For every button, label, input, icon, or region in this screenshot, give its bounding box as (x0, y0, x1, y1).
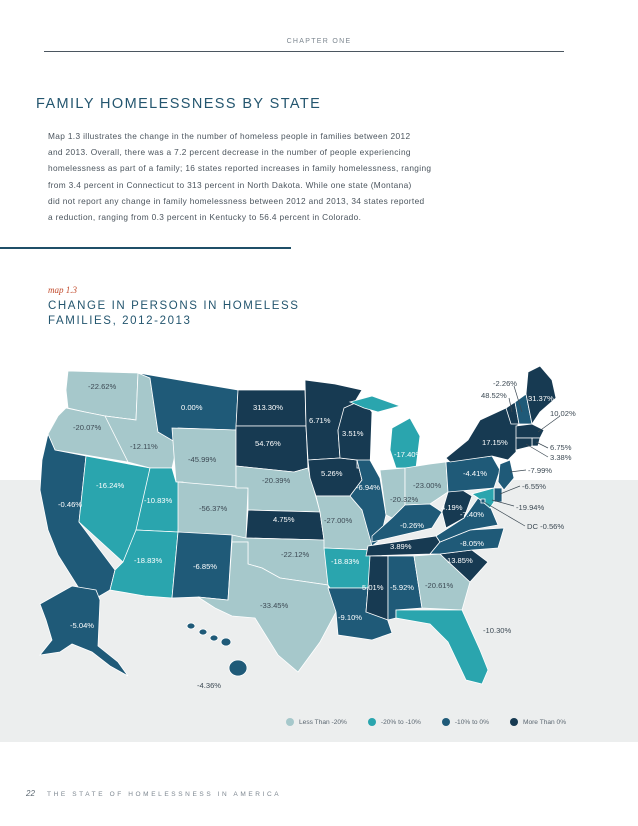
hi-island-1 (187, 623, 195, 629)
label-ID: -12.11% (130, 442, 158, 451)
label-CT: 3.38% (550, 453, 572, 462)
body-line-3: homelessness as part of a family; 16 states reported increases in family homelessness, ranging (48, 163, 432, 174)
state-FL (396, 610, 488, 684)
chapter-label: CHAPTER ONE (286, 38, 352, 45)
map-title-line-2: FAMILIES, 2012-2013 (48, 315, 192, 327)
label-MS: 5.01% (362, 583, 384, 592)
map-legend (286, 718, 587, 726)
legend-item (286, 718, 347, 726)
label-AZ: -18.83% (134, 556, 163, 565)
state-AR (324, 548, 372, 588)
label-LA: -9.10% (338, 613, 363, 622)
page-number: 22 (26, 789, 35, 798)
map-title-line-1: CHANGE IN PERSONS IN HOMELESS (48, 300, 300, 312)
label-UT: -10.83% (144, 496, 173, 505)
label-DE: -6.55% (522, 482, 547, 491)
legend-label: -10% to 0% (454, 718, 489, 726)
body-line-1: Map 1.3 illustrates the change in the number of homeless people in families between 2012 (48, 131, 411, 141)
hi-island-5 (229, 660, 247, 676)
label-MD: -19.94% (516, 503, 545, 512)
legend-label: Less Than -20% (299, 718, 347, 726)
label-NC: -8.05% (460, 539, 485, 548)
label-OR: -20.07% (73, 423, 102, 432)
state-CT (516, 438, 532, 450)
label-HI: -4.36% (197, 681, 222, 690)
label-NJ: -7.99% (528, 466, 553, 475)
label-MA: 10.02% (550, 409, 576, 418)
legend-swatch-teal (368, 718, 376, 726)
label-VT: 48.52% (481, 391, 507, 400)
legend-item (442, 718, 489, 726)
footer-title: THE STATE OF HOMELESSNESS IN AMERICA (47, 791, 282, 798)
state-DE (494, 488, 502, 502)
label-SD: 54.76% (255, 439, 281, 448)
legend-label: -20% to -10% (380, 718, 421, 726)
label-MN: 6.71% (309, 416, 331, 425)
leader-MD (492, 500, 514, 506)
legend-swatch-light (286, 718, 294, 726)
label-NV: -16.24% (96, 481, 125, 490)
label-TN: 3.89% (390, 542, 412, 551)
body-line-4: from 3.4 percent in Connecticut to 313 percent in North Dakota. While one state (Montana) (48, 179, 412, 190)
label-NH: -2.26% (493, 379, 518, 388)
state-AK (40, 586, 128, 676)
label-AR: -18.83% (331, 557, 360, 566)
legend-item (510, 718, 566, 726)
label-ND: 313.30% (253, 403, 283, 412)
label-OK: -22.12% (281, 550, 310, 559)
label-OH: -23.00% (413, 481, 442, 490)
header-rule (44, 51, 564, 52)
legend-swatch-mid (442, 718, 450, 726)
label-PA: -4.41% (463, 469, 488, 478)
hi-island-4 (221, 638, 231, 646)
map-title (48, 299, 300, 329)
label-NY: 17.15% (482, 438, 508, 447)
label-GA: -20.61% (425, 581, 454, 590)
label-AK: -5.04% (70, 621, 95, 630)
label-SC: 13.85% (447, 556, 473, 565)
label-TX: -33.45% (260, 601, 289, 610)
label-WV: 4.19% (441, 503, 463, 512)
legend-swatch-dark (510, 718, 518, 726)
state-NJ (498, 460, 514, 490)
label-NM: -6.85% (193, 562, 218, 571)
legend-item (368, 718, 421, 726)
label-RI: 6.75% (550, 443, 572, 452)
body-line-2: and 2013. Overall, there was a 7.2 percent decrease in the number of people experiencing (48, 147, 411, 158)
us-choropleth-map (0, 350, 638, 710)
label-CA: -0.46% (58, 500, 83, 509)
label-IN: -20.32% (390, 495, 419, 504)
label-WY: -45.99% (188, 455, 217, 464)
section-body (48, 128, 548, 225)
label-DC: DC -0.56% (527, 522, 565, 531)
label-NE: -20.39% (262, 476, 291, 485)
body-line-5: did not report any change in family homelessness between 2012 and 2013, 34 states reported (48, 195, 425, 206)
label-CO: -56.37% (199, 504, 228, 513)
hi-island-3 (210, 635, 218, 641)
body-line-6: a reduction, ranging from 0.3 percent in Kentucky to 56.4 percent in Colorado. (48, 212, 362, 223)
state-MI (390, 418, 420, 468)
label-IL: -6.94% (356, 483, 381, 492)
label-MI: -17.40% (394, 450, 423, 459)
label-KS: 4.75% (273, 515, 295, 524)
section-rule (0, 247, 291, 249)
state-NE (236, 466, 320, 512)
label-KY: -0.26% (400, 521, 425, 530)
label-IA: 5.26% (321, 469, 343, 478)
label-ME: 31.37% (528, 394, 554, 403)
label-MO: -27.00% (324, 516, 353, 525)
label-AL: -5.92% (390, 583, 415, 592)
legend-label: More Than 0% (522, 718, 567, 726)
state-NY (446, 408, 518, 462)
label-VA: -7.40% (460, 510, 485, 519)
section-title: FAMILY HOMELESSNESS BY STATE (36, 96, 322, 112)
map-label: map 1.3 (48, 285, 77, 295)
label-WA: -22.62% (88, 382, 117, 391)
label-FL: -10.30% (483, 626, 512, 635)
state-HI (187, 623, 247, 676)
leader-MA (538, 416, 560, 432)
label-MT: 0.00% (181, 403, 203, 412)
label-WI: 3.51% (342, 429, 364, 438)
hi-island-2 (199, 629, 207, 635)
state-SD (236, 426, 308, 472)
